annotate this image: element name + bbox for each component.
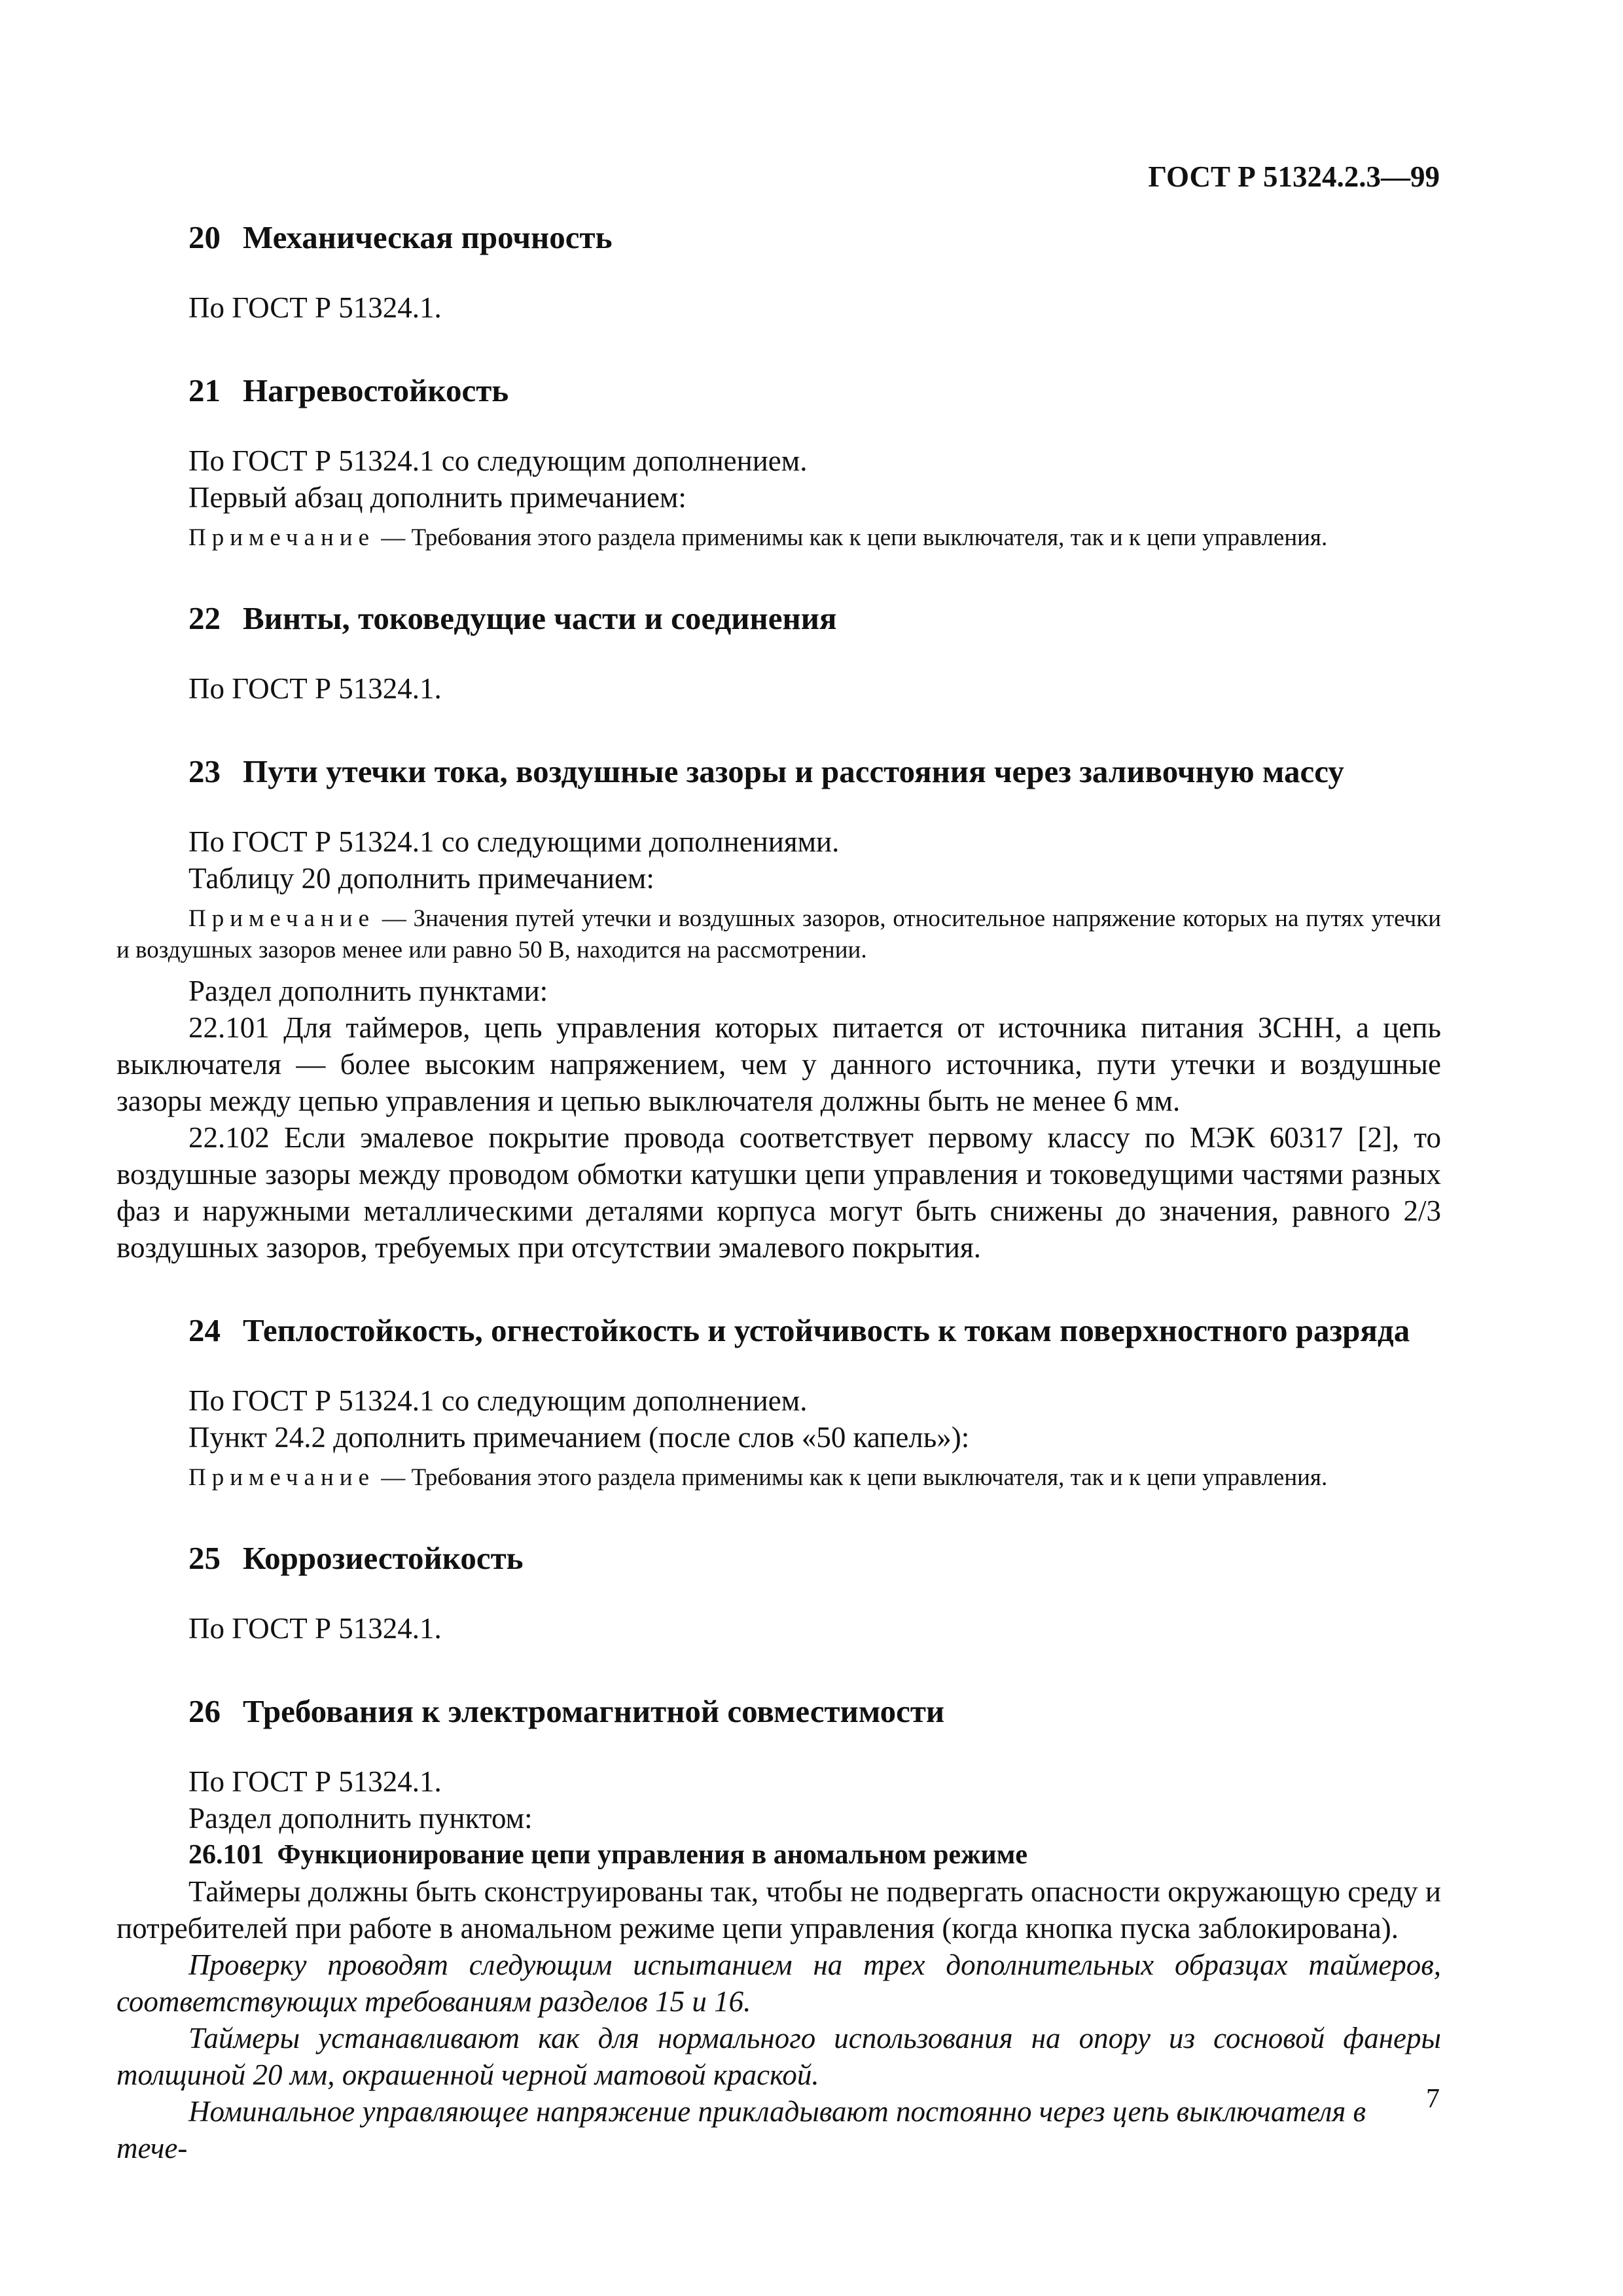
section-21-heading: [188, 373, 1441, 408]
section-24-note: [116, 1462, 1441, 1494]
section-title: Требования к электромагнитной совместимости: [243, 1693, 945, 1729]
note-text: — Требования этого раздела применимы как к цепи выключателя, так и к цепи управления.: [375, 524, 1328, 551]
section-title: Нагревостойкость: [243, 372, 509, 408]
page-number: 7: [1426, 2084, 1440, 2114]
section-21-note: [116, 522, 1441, 554]
section-23-note: [116, 903, 1441, 966]
section-23-text-2: Таблицу 20 дополнить примечанием:: [188, 862, 654, 895]
section-number: 25: [188, 1540, 221, 1576]
section-20-text: По ГОСТ Р 51324.1.: [188, 291, 442, 324]
section-number: 20: [188, 219, 221, 255]
section-number: 22: [188, 600, 221, 636]
section-25-heading: [188, 1541, 1441, 1576]
section-22-heading: [188, 601, 1441, 636]
note-text: — Требования этого раздела применимы как к цепи выключателя, так и к цепи управления.: [375, 1464, 1328, 1491]
section-23-heading: [188, 754, 1441, 789]
section-number: 24: [188, 1312, 221, 1348]
clause-22-101: 22.101 Для таймеров, цепь управления которых питается от источника питания ЗСНН, а цепь выключателя — более высоким напряжением, чем у данного источника, пути утечки и воздушные зазоры между цепью управления и цепью выключателя должны быть не менее 6 мм.: [116, 1011, 1441, 1117]
section-26-text: По ГОСТ Р 51324.1.: [188, 1765, 442, 1798]
section-26-text-3: Таймеры должны быть сконструированы так, чтобы не подвергать опасности окружающую среду и потребителей при работе в аномальном режиме цепи управления (когда кнопка пуска заблокирована).: [116, 1875, 1441, 1945]
section-25-text: По ГОСТ Р 51324.1.: [188, 1612, 442, 1645]
section-23-text: По ГОСТ Р 51324.1 со следующими дополнениями.: [188, 825, 840, 858]
test-procedure-text-2: Таймеры устанавливают как для нормального использования на опору из сосновой фанеры толщиной 20 мм, окрашенной черной матовой краской.: [116, 2022, 1441, 2091]
page-content: [116, 220, 1441, 2166]
test-procedure-text-1: Проверку проводят следующим испытанием на трех дополнительных образцах таймеров, соответствующих требованиям разделов 15 и 16.: [116, 1948, 1441, 2018]
section-24-text-2: Пункт 24.2 дополнить примечанием (после слов «50 капель»):: [188, 1421, 970, 1454]
section-24-text: По ГОСТ Р 51324.1 со следующим дополнением.: [188, 1384, 808, 1417]
section-number: 21: [188, 372, 221, 408]
section-22-text: По ГОСТ Р 51324.1.: [188, 672, 442, 705]
section-title: Винты, токоведущие части и соединения: [243, 600, 837, 636]
section-title: Коррозиестойкость: [243, 1540, 524, 1576]
note-text: — Значения путей утечки и воздушных зазоров, относительное напряжение которых на путях утечки и воздушных зазоров менее или равно 50 В, находится на рассмотрении.: [116, 905, 1441, 963]
note-label: Примечание: [188, 1464, 375, 1491]
section-24-heading: [188, 1313, 1441, 1348]
subclause-26-101-heading: [116, 1837, 1441, 1873]
note-label: Примечание: [188, 524, 375, 551]
subclause-title: Функционирование цепи управления в аномальном режиме: [277, 1840, 1028, 1870]
subclause-number: 26.101: [188, 1840, 264, 1870]
section-21-text-2: Первый абзац дополнить примечанием:: [188, 481, 687, 514]
section-title: Теплостойкость, огнестойкость и устойчивость к токам поверхностного разряда: [243, 1312, 1410, 1348]
section-26-heading: [188, 1694, 1441, 1729]
section-20-heading: [188, 220, 1441, 255]
section-21-text: По ГОСТ Р 51324.1 со следующим дополнением.: [188, 444, 808, 477]
section-title: Пути утечки тока, воздушные зазоры и расстояния через заливочную массу: [243, 753, 1344, 789]
test-procedure-text-3: Номинальное управляющее напряжение прикладывают постоянно через цепь выключателя в тече-: [116, 2095, 1366, 2164]
note-label: Примечание: [188, 905, 375, 932]
section-number: 26: [188, 1693, 221, 1729]
clause-22-102: 22.102 Если эмалевое покрытие провода соответствует первому классу по МЭК 60317 [2], то воздушные зазоры между проводом обмотки катушки цепи управления и токоведущими частями разных фаз и наружными металлическими деталями корпуса могут быть снижены до значения, равного 2/3 воздушных зазоров, требуемых при отсутствии эмалевого покрытия.: [116, 1121, 1441, 1264]
section-title: Механическая прочность: [243, 219, 613, 255]
section-26-text-2: Раздел дополнить пунктом:: [188, 1802, 533, 1835]
section-23-text-3: Раздел дополнить пунктами:: [188, 975, 548, 1007]
document-code: ГОСТ Р 51324.2.3—99: [1148, 160, 1440, 193]
section-number: 23: [188, 753, 221, 789]
